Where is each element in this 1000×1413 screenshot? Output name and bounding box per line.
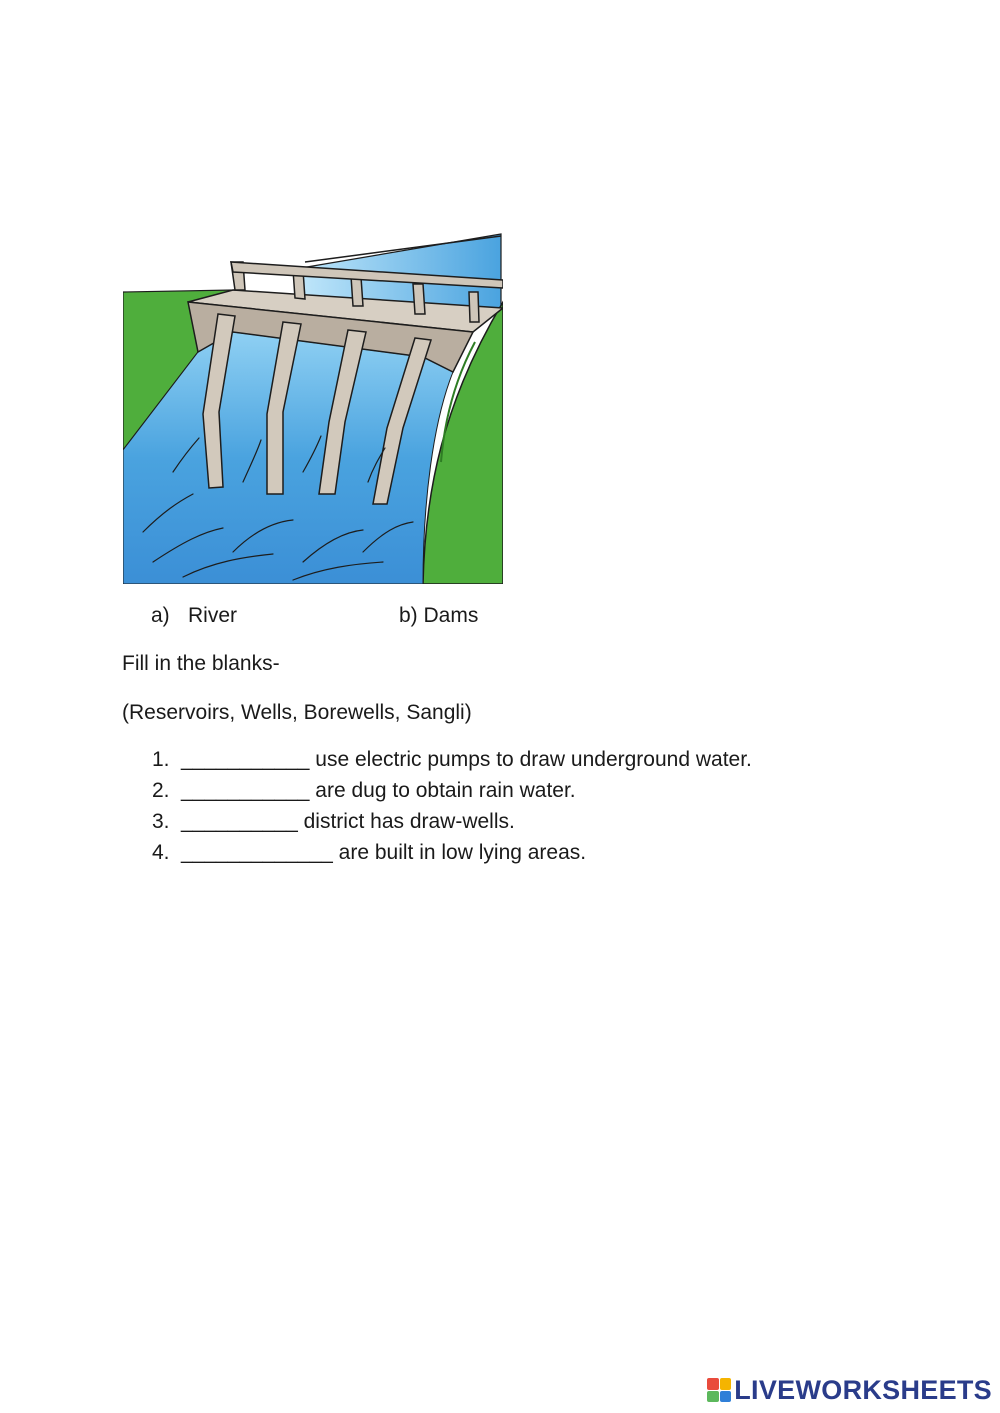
question-number: 4. <box>152 841 170 864</box>
section-heading: Fill in the blanks- <box>122 652 280 675</box>
answer-options <box>0 604 1000 634</box>
logo-tile-i <box>720 1378 732 1390</box>
option-a-river: River <box>188 604 238 627</box>
question-item <box>0 810 1000 841</box>
question-number: 2. <box>152 779 170 802</box>
question-number: 1. <box>152 748 170 771</box>
liveworksheets-logo-icon <box>707 1378 731 1402</box>
liveworksheets-brand <box>707 1373 992 1407</box>
question-list <box>0 748 1000 872</box>
question-text[interactable]: _____________ are built in low lying areas. <box>181 841 587 864</box>
question-number: 3. <box>152 810 170 833</box>
question-text[interactable]: __________ district has draw-wells. <box>181 810 515 833</box>
brand-name: LIVEWORKSHEETS <box>734 1374 992 1405</box>
logo-tile-v <box>707 1391 719 1403</box>
option-a-marker: a) <box>151 604 170 627</box>
logo-tile-l <box>707 1378 719 1390</box>
dam-illustration <box>123 232 503 584</box>
question-text[interactable]: ___________ use electric pumps to draw underground water. <box>181 748 752 771</box>
question-text[interactable]: ___________ are dug to obtain rain water. <box>181 779 576 802</box>
question-item <box>0 748 1000 779</box>
question-item <box>0 841 1000 872</box>
logo-tile-e <box>720 1391 732 1403</box>
word-bank: (Reservoirs, Wells, Borewells, Sangli) <box>122 701 472 724</box>
option-b-dams: b) Dams <box>399 604 479 627</box>
question-item <box>0 779 1000 810</box>
